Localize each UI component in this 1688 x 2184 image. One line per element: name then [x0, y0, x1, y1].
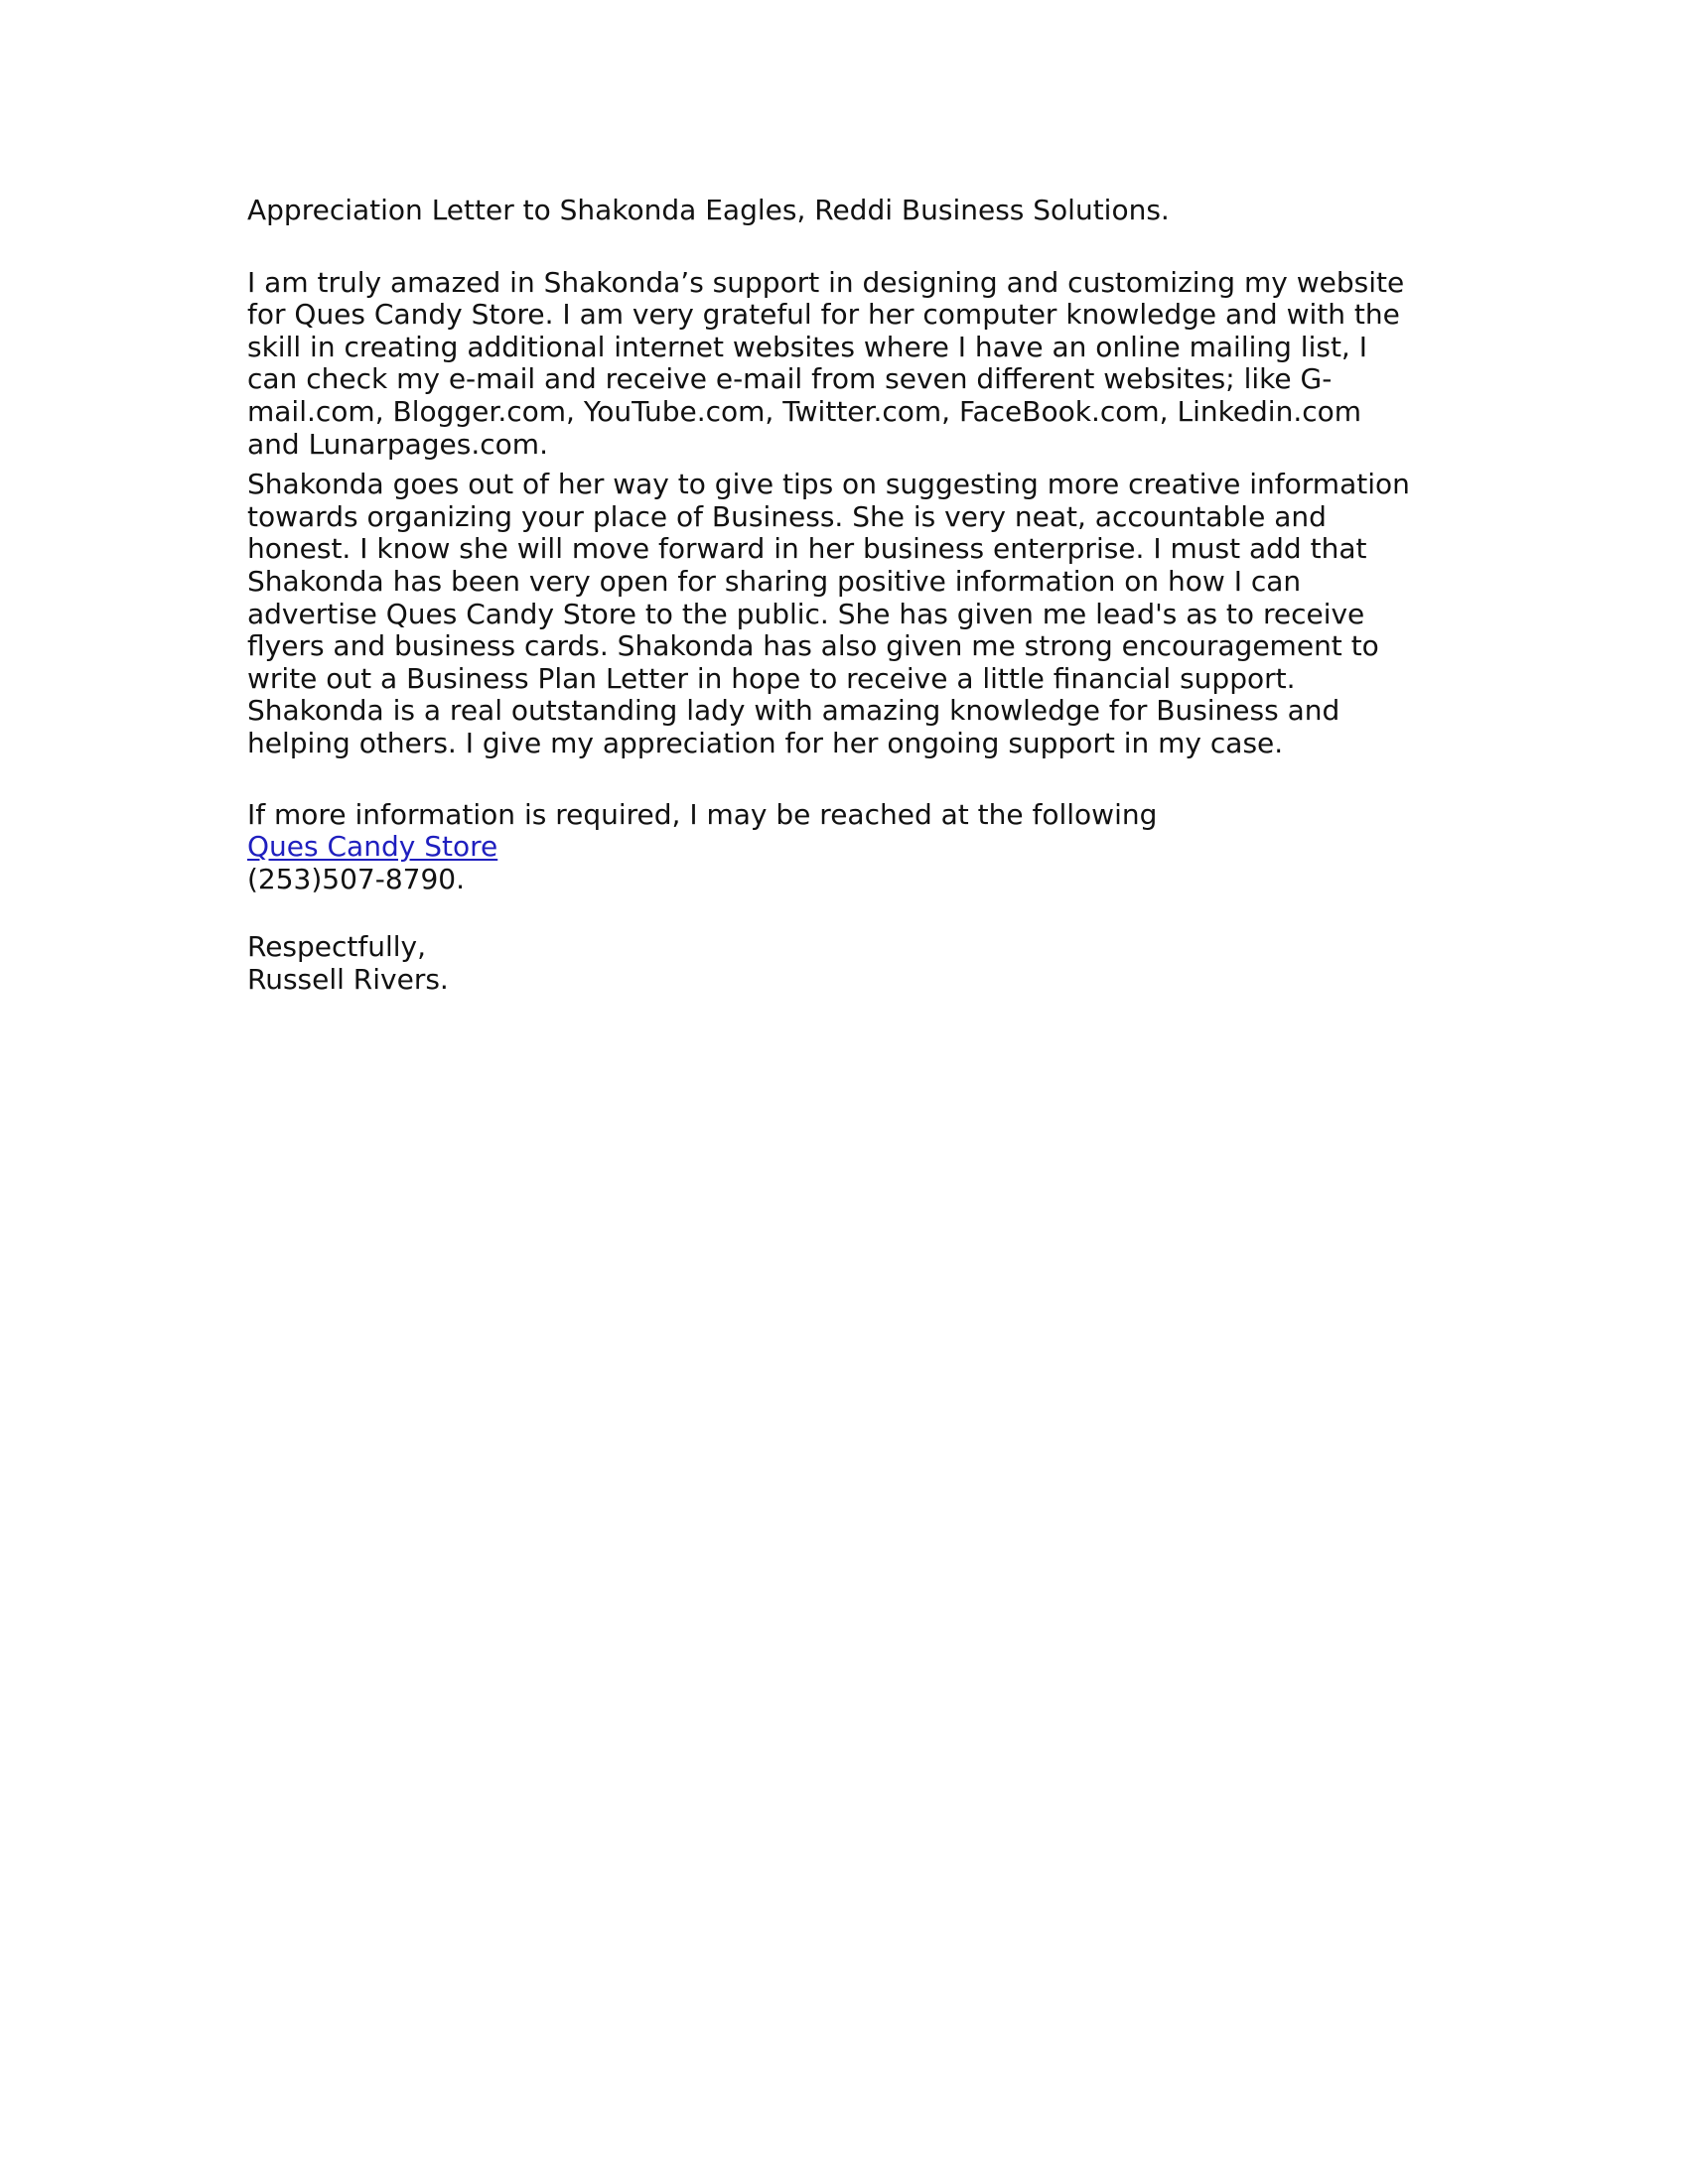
paragraph-business-tips — [247, 469, 1469, 759]
paragraph-line: can check my e-mail and receive e-mail from seven different websites; like G- — [247, 362, 1333, 396]
closing: Respectfully, — [247, 930, 427, 964]
paragraph-line: flyers and business cards. Shakonda has also given me strong encouragement to — [247, 629, 1379, 663]
paragraph-line: Shakonda goes out of her way to give tips on suggesting more creative information — [247, 468, 1410, 501]
letter-page — [247, 195, 1469, 996]
phone-number: (253)507-8790. — [247, 862, 465, 895]
paragraph-line: mail.com, Blogger.com, YouTube.com, Twitter.com, FaceBook.com, Linkedin.com — [247, 394, 1362, 428]
contact-block — [247, 799, 1469, 896]
paragraph-line: Shakonda has been very open for sharing positive information on how I can — [247, 564, 1302, 598]
paragraph-line: advertise Ques Candy Store to the public. She has given me lead's as to receive — [247, 597, 1365, 630]
paragraph-line: I am truly amazed in Shakonda’s support in designing and customizing my website — [247, 265, 1405, 299]
paragraph-line: write out a Business Plan Letter in hope to receive a little financial support. — [247, 661, 1296, 695]
paragraph-line: towards organizing your place of Business. She is very neat, accountable and — [247, 499, 1327, 533]
letter-title: Appreciation Letter to Shakonda Eagles, Reddi Business Solutions. — [247, 194, 1170, 226]
signature-name: Russell Rivers. — [247, 962, 449, 996]
paragraph-line: honest. I know she will move forward in her business enterprise. I must add that — [247, 532, 1367, 566]
ques-candy-store-link[interactable]: Ques Candy Store — [247, 830, 498, 864]
signature-block — [247, 931, 1469, 996]
paragraph-line: skill in creating additional internet websites where I have an online mailing list, I — [247, 330, 1367, 363]
paragraph-line: and Lunarpages.com. — [247, 427, 548, 461]
store-link-line — [247, 831, 1469, 864]
contact-intro: If more information is required, I may be reached at the following — [247, 797, 1158, 831]
paragraph-website-support — [247, 267, 1469, 462]
paragraph-line: helping others. I give my appreciation for her ongoing support in my case. — [247, 726, 1284, 759]
paragraph-line: for Ques Candy Store. I am very grateful for her computer knowledge and with the — [247, 298, 1400, 332]
paragraph-line: Shakonda is a real outstanding lady with amazing knowledge for Business and — [247, 694, 1340, 728]
